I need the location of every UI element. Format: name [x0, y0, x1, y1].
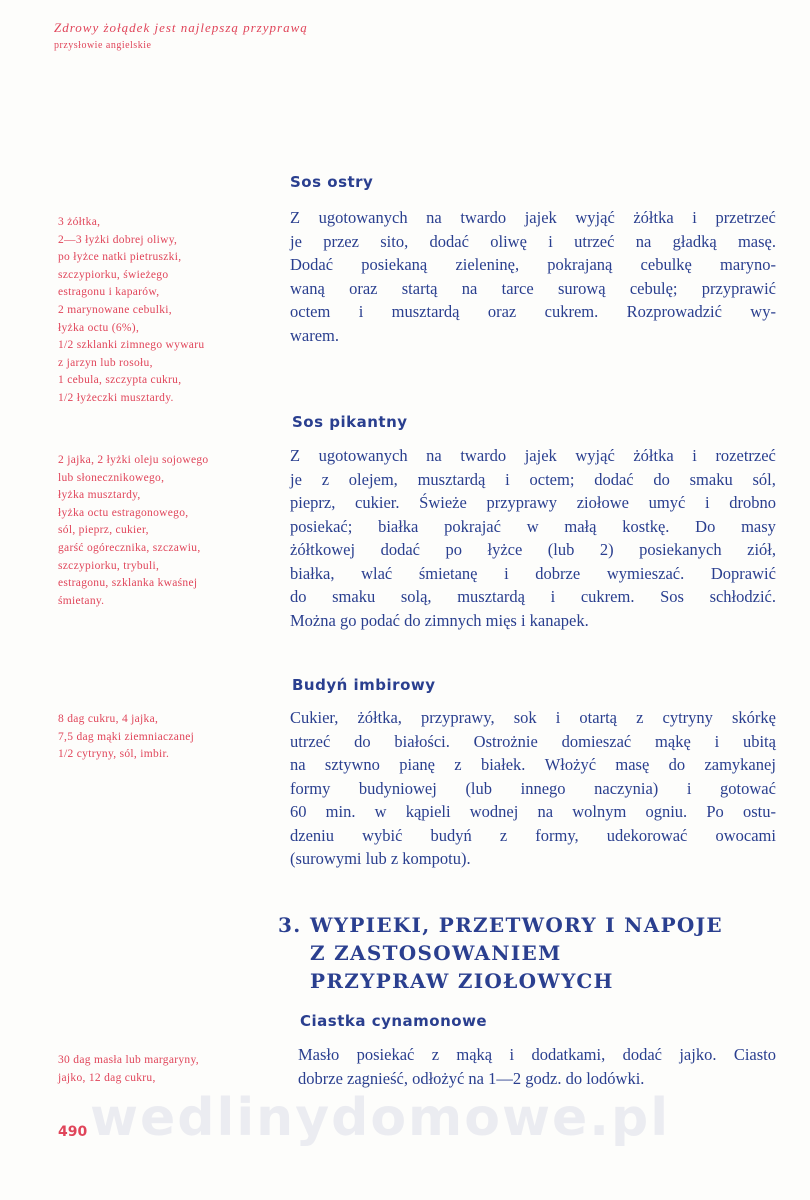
motto-source: przysłowie angielskie: [54, 40, 152, 51]
ingredient-line: garść ogórecznika, szczawiu,: [58, 541, 201, 554]
ingredient-line: 8 dag cukru, 4 jajka,: [58, 713, 159, 725]
ingredient-line: 30 dag masła lub margaryny,: [58, 1054, 199, 1066]
ingredient-line: lub słonecznikowego,: [58, 471, 165, 484]
text-line: białka, wlać śmietanę i dobrze wymieszać. Doprawić: [290, 563, 776, 583]
text-line: waną oraz startą na tarce surową cebulę; przyprawić: [290, 278, 776, 298]
text-line: octem i musztardą oraz cukrem. Rozprowadzić wy-: [290, 302, 776, 321]
ingredient-line: 2 jajka, 2 łyżki oleju sojowego: [58, 454, 209, 466]
text-line: do smaku solą, musztardą i cukrem. Sos schłodzić.: [290, 587, 776, 606]
ingredient-line: szczypiorku, trybuli,: [58, 559, 160, 572]
page-number: 490: [58, 1124, 88, 1140]
watermark: wedlinydomowe.pl: [90, 1088, 671, 1148]
text-line: żółtkowej dodać po łyżce (lub 2) posiekanych ziół,: [290, 540, 776, 559]
ingredient-line: 1/2 cytryny, sól, imbir.: [58, 748, 170, 761]
ingredient-line: szczypiorku, świeżego: [58, 268, 169, 281]
text-line: posiekać; białka pokrajać w małą kostkę. Do masy: [290, 516, 776, 536]
ingredients-sos-ostry: [58, 214, 288, 408]
text-line: je przez sito, dodać oliwę i utrzeć na gładką masę.: [290, 231, 776, 251]
ingredient-line: estragonu i kaparów,: [58, 286, 160, 299]
text-line: (surowymi lub z kompotu).: [290, 849, 471, 868]
recipe-text-sos-pikantny: [290, 444, 776, 632]
ingredient-line: 2—3 łyżki dobrej oliwy,: [58, 233, 178, 246]
text-line: Z ugotowanych na twardo jajek wyjąć żółtka i rozetrzeć: [290, 446, 776, 465]
text-line: Cukier, żółtka, przyprawy, sok i otartą z cytryny skórkę: [290, 708, 776, 727]
ingredient-line: łyżka musztardy,: [58, 489, 141, 502]
ingredient-line: 1 cebula, szczypta cukru,: [58, 374, 182, 387]
text-line: dzeniu wybić budyń z formy, udekorować owocami: [290, 825, 776, 845]
text-line: warem.: [290, 325, 340, 345]
ingredient-line: z jarzyn lub rosołu,: [58, 356, 153, 369]
recipe-text-ciastka-cynamonowe: [298, 1043, 776, 1090]
ingredient-line: 2 marynowane cebulki,: [58, 303, 172, 316]
recipe-text-sos-ostry: [290, 206, 776, 347]
ingredients-sos-pikantny: [58, 452, 288, 610]
page-motto: Zdrowy żołądek jest najlepszą przyprawą: [54, 20, 308, 35]
chapter-number: 3.: [278, 913, 302, 937]
ingredient-line: łyżka octu (6%),: [58, 321, 140, 334]
text-line: 60 min. w kąpieli wodnej na wolnym ogniu. Po ostu-: [290, 802, 776, 821]
text-line: Z ugotowanych na twardo jajek wyjąć żółtka i przetrzeć: [290, 208, 776, 227]
text-line: Można go podać do zimnych mięs i kanapek.: [290, 610, 589, 630]
recipe-title-sos-ostry: Sos ostry: [290, 173, 374, 191]
chapter-line-3: PRZYPRAW ZIOŁOWYCH: [310, 969, 614, 993]
text-line: Masło posiekać z mąką i dodatkami, dodać jajko. Ciasto: [298, 1045, 776, 1064]
chapter-line-2: Z ZASTOSOWANIEM: [310, 941, 562, 965]
ingredient-line: 1/2 łyżeczki musztardy.: [58, 391, 174, 404]
ingredient-line: 7,5 dag mąki ziemniaczanej: [58, 730, 195, 743]
ingredient-line: 1/2 szklanki zimnego wywaru: [58, 339, 205, 352]
ingredients-ciastka-cynamonowe: [58, 1052, 288, 1087]
ingredient-line: sól, pieprz, cukier,: [58, 524, 149, 537]
recipe-text-budyn-imbirowy: [290, 706, 776, 871]
recipe-title-ciastka-cynamonowe: Ciastka cynamonowe: [300, 1012, 488, 1030]
text-line: je z olejem, musztardą i octem; dodać do smaku sól,: [290, 469, 776, 489]
chapter-heading: [278, 911, 723, 995]
ingredient-line: 3 żółtka,: [58, 216, 101, 228]
ingredient-line: estragonu, szklanka kwaśnej: [58, 577, 198, 590]
text-line: na sztywno pianę z białek. Włożyć masę do zamykanej: [290, 755, 776, 774]
text-line: dobrze zagnieść, odłożyć na 1—2 godz. do lodówki.: [298, 1068, 645, 1088]
chapter-line-1: WYPIEKI, PRZETWORY I NAPOJE: [310, 913, 723, 937]
text-line: utrzeć do białości. Ostrożnie domieszać mąkę i ubitą: [290, 731, 776, 751]
text-line: Dodać posiekaną zieleninę, pokrajaną cebulkę maryno-: [290, 255, 776, 274]
ingredient-line: łyżka octu estragonowego,: [58, 506, 189, 519]
recipe-title-sos-pikantny: Sos pikantny: [292, 413, 408, 431]
ingredient-line: jajko, 12 dag cukru,: [58, 1071, 156, 1084]
text-line: pieprz, cukier. Świeże przyprawy ziołowe umyć i drobno: [290, 493, 776, 512]
ingredients-budyn-imbirowy: [58, 711, 288, 764]
ingredient-line: po łyżce natki pietruszki,: [58, 251, 182, 264]
text-line: formy budyniowej (lub innego naczynia) i gotować: [290, 778, 776, 798]
recipe-title-budyn-imbirowy: Budyń imbirowy: [292, 676, 436, 694]
ingredient-line: śmietany.: [58, 594, 105, 607]
